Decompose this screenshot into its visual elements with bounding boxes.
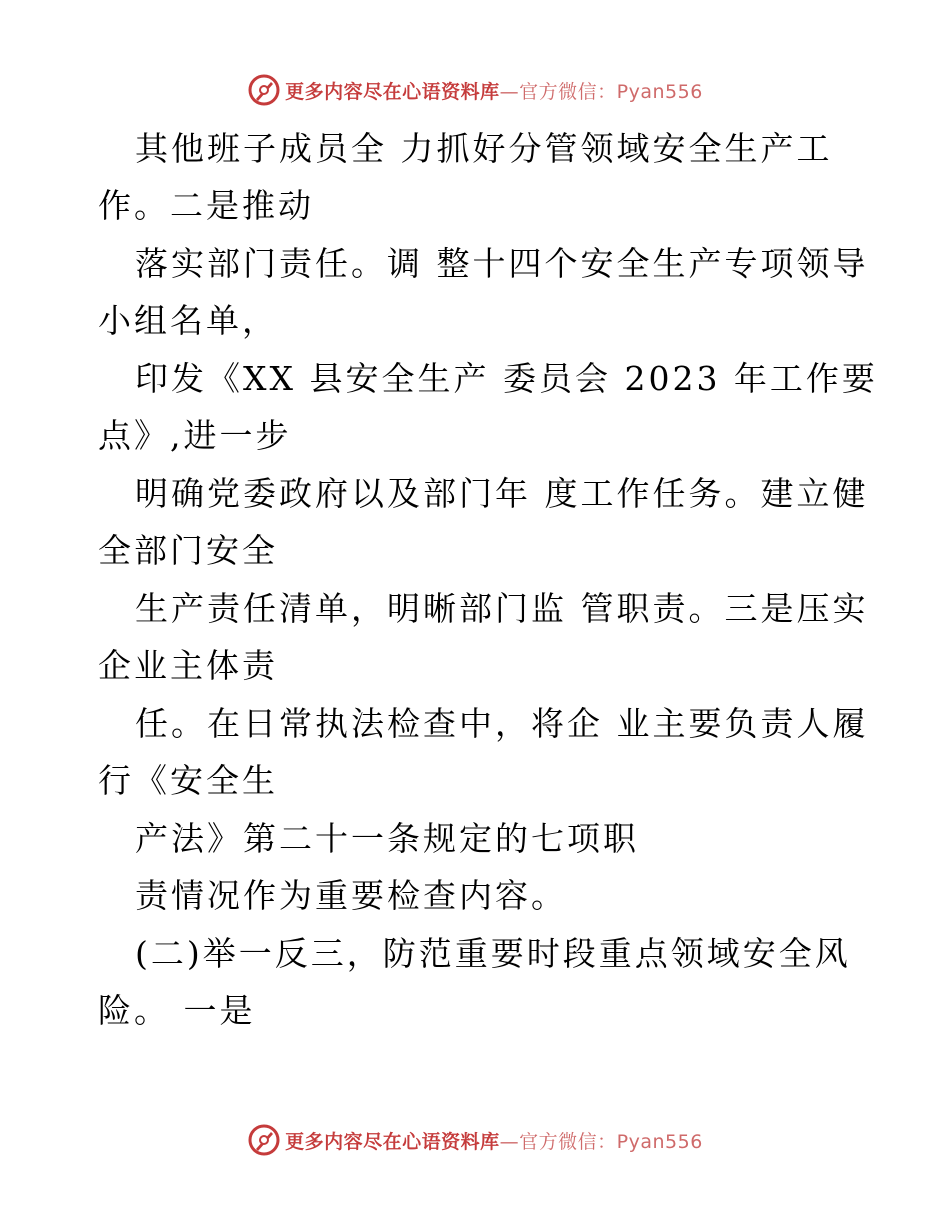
text-line: 落实部门责任。调 整十四个安全生产专项领导 (135, 244, 869, 283)
text-line: 责情况作为重要检查内容。 (135, 876, 567, 915)
text-line: (二)举一反三，防范重要时段重点领域安全风 (135, 934, 851, 973)
text-line: 其他班子成员全 力抓好分管领域安全生产工 (135, 129, 833, 168)
text-line: 任。在日常执法检查中，将企 业主要负责人履 (135, 704, 869, 743)
quill-logo-icon (247, 1123, 281, 1157)
text-line: 行《安全生 (98, 761, 278, 800)
text-line: 印发《XX 县安全生产 委员会 2023 年工作要 (135, 359, 878, 398)
text-line: 险。 一是 (98, 991, 256, 1030)
text-line: 明确党委政府以及部门年 度工作任务。建立健 (135, 474, 869, 513)
text-line: 生产责任清单，明晰部门监 管职责。三是压实 (135, 589, 869, 628)
text-line: 作。二是推动 (98, 186, 314, 225)
watermark-main-text: 更多内容尽在心语资料库 (285, 80, 500, 103)
watermark-main-text: 更多内容尽在心语资料库 (285, 1130, 500, 1153)
text-line: 点》,进一步 (98, 416, 292, 455)
watermark-sub-text: —官方微信：Pyan556 (499, 80, 703, 103)
footer-watermark (0, 1120, 950, 1160)
watermark-sub-text: —官方微信：Pyan556 (499, 1130, 703, 1153)
text-line: 企业主体责 (98, 646, 278, 685)
text-line: 全部门安全 (98, 531, 278, 570)
text-line: 小组名单， (98, 301, 278, 340)
text-line: 产法》第二十一条规定的七项职 (135, 819, 639, 858)
